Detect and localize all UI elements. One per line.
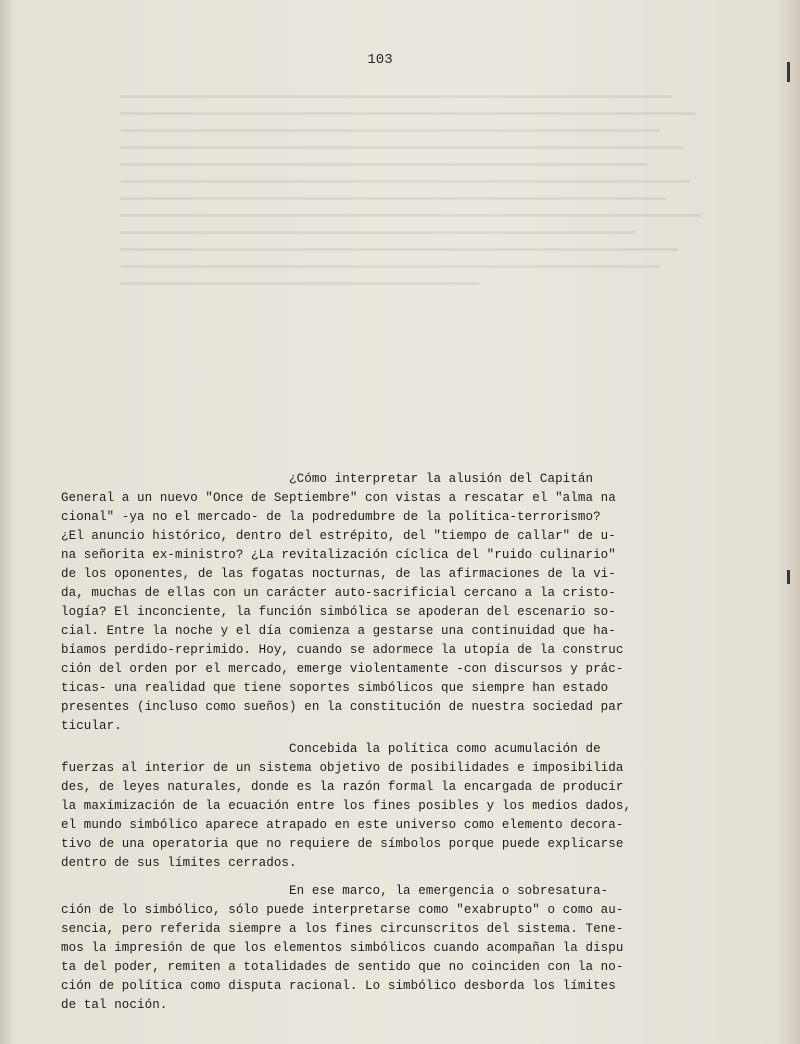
text-line: cional" -ya no el mercado- de la podredumbre de la política-terrorismo? — [61, 510, 601, 524]
text-line: logía? El inconciente, la función simbólica se apoderan del escenario so- — [61, 605, 616, 619]
text-line: presentes (incluso como sueños) en la constitución de nuestra sociedad par — [61, 700, 624, 714]
text-line: da, muchas de ellas con un carácter auto-sacrificial cercano a la cristo- — [61, 586, 616, 600]
text-line: En ese marco, la emergencia o sobresatura- — [61, 884, 609, 898]
text-line: General a un nuevo "Once de Septiembre" con vistas a rescatar el "alma na — [61, 491, 616, 505]
text-line: fuerzas al interior de un sistema objetivo de posibilidades e imposibilida — [61, 761, 624, 775]
text-line: bíamos perdido-reprimido. Hoy, cuando se adormece la utopía de la construc — [61, 643, 624, 657]
paragraph-3 — [61, 882, 741, 1015]
text-line: ción de lo simbólico, sólo puede interpretarse como "exabrupto" o como au- — [61, 903, 624, 917]
paragraph-2 — [61, 740, 741, 873]
text-line: Concebida la política como acumulación de — [61, 742, 601, 756]
text-line: des, de leyes naturales, donde es la razón formal la encargada de producir — [61, 780, 624, 794]
text-line: mos la impresión de que los elementos simbólicos cuando acompañan la dispu — [61, 941, 624, 955]
scan-edge-mark — [787, 570, 790, 584]
text-line: tivo de una operatoria que no requiere de símbolos porque puede explicarse — [61, 837, 624, 851]
text-line: ¿Cómo interpretar la alusión del Capitán — [61, 472, 594, 486]
text-line: ción de política como disputa racional. Lo simbólico desborda los límites — [61, 979, 616, 993]
text-line: ticular. — [61, 719, 122, 733]
paragraph-1 — [61, 470, 741, 736]
text-line: ción del orden por el mercado, emerge violentamente -con discursos y prác- — [61, 662, 624, 676]
text-line: cial. Entre la noche y el día comienza a gestarse una continuidad que ha- — [61, 624, 616, 638]
text-line: ta del poder, remiten a totalidades de sentido que no coinciden con la no- — [61, 960, 624, 974]
page-number: 103 — [367, 52, 393, 68]
text-line: el mundo simbólico aparece atrapado en este universo como elemento decora- — [61, 818, 624, 832]
text-line: de tal noción. — [61, 998, 168, 1012]
text-line: sencia, pero referida siempre a los fines circunscritos del sistema. Tene- — [61, 922, 624, 936]
show-through-text — [120, 95, 720, 415]
text-line: de los oponentes, de las fogatas nocturnas, de las afirmaciones de la vi- — [61, 567, 616, 581]
text-line: ¿El anuncio histórico, dentro del estrépito, del "tiempo de callar" de u- — [61, 529, 616, 543]
text-line: na señorita ex-ministro? ¿La revitalización cíclica del "ruido culinario" — [61, 548, 616, 562]
text-line: dentro de sus límites cerrados. — [61, 856, 297, 870]
scan-edge-mark — [787, 62, 790, 82]
text-line: la maximización de la ecuación entre los fines posibles y los medios dados, — [61, 799, 632, 813]
text-line: ticas- una realidad que tiene soportes simbólicos que siempre han estado — [61, 681, 609, 695]
